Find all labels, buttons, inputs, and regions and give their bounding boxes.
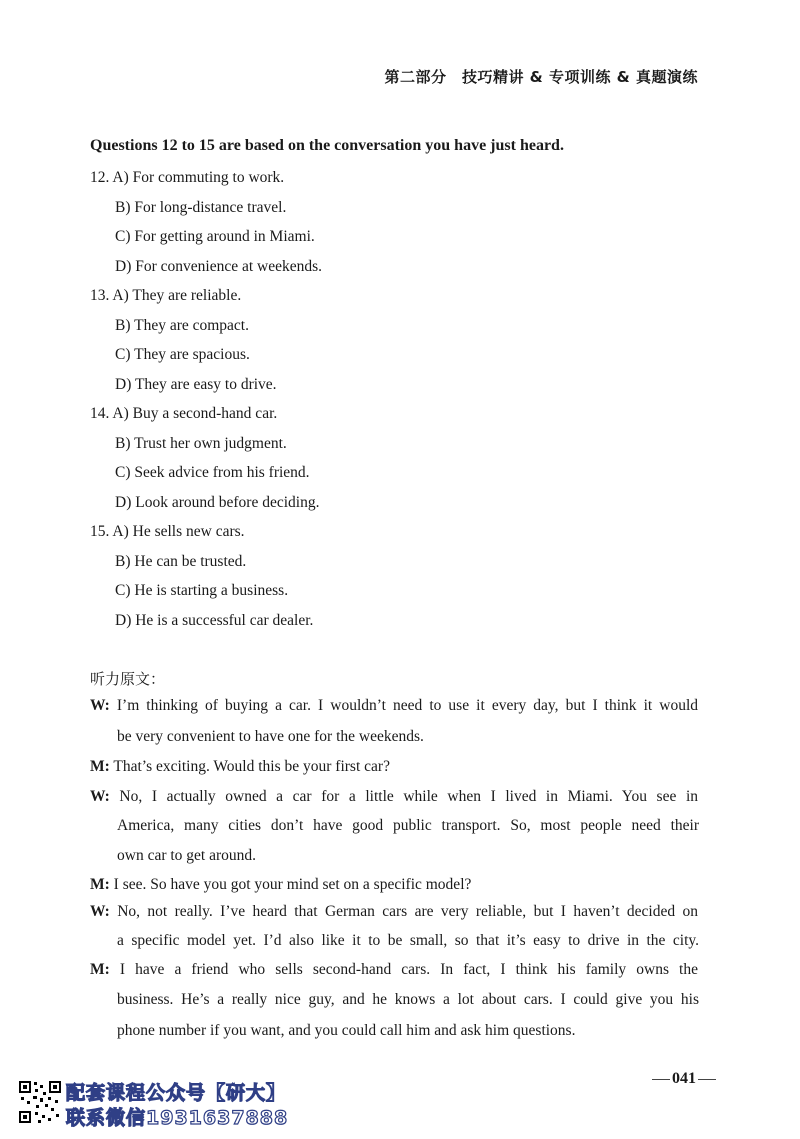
speaker-label: M: (90, 961, 110, 978)
speaker-label: M: (90, 758, 110, 775)
question-12-option-d: D) For convenience at weekends. (115, 258, 323, 275)
question-number: 12. (90, 169, 110, 186)
dialogue-line: be very convenient to have one for the weekends. (117, 728, 424, 745)
question-13-option-a: 13. A) They are reliable. (90, 287, 242, 304)
dialogue-line: own car to get around. (117, 847, 257, 864)
speaker-label: W: (90, 697, 110, 714)
question-13-option-c: C) They are spacious. (115, 346, 250, 363)
question-14-option-b: B) Trust her own judgment. (115, 435, 287, 452)
question-14-option-c: C) Seek advice from his friend. (115, 464, 310, 481)
dialogue-line: W: I’m thinking of buying a car. I wouldn’t need to use it every day, but I think it would (90, 697, 699, 714)
speaker-label: W: (90, 903, 110, 920)
question-15-option-b: B) He can be trusted. (115, 553, 247, 570)
question-13-option-d: D) They are easy to drive. (115, 376, 277, 393)
section-title: Questions 12 to 15 are based on the conversation you have just heard. (90, 137, 564, 154)
question-12-option-c: C) For getting around in Miami. (115, 228, 315, 245)
dialogue-line: M: I have a friend who sells second-hand cars. In fact, I think his family owns the (90, 961, 698, 978)
dialogue-line: phone number if you want, and you could call him and ask him questions. (117, 1022, 576, 1039)
speaker-label: M: (90, 876, 110, 893)
question-12-option-a: 12. A) For commuting to work. (90, 169, 285, 186)
page-number: 041 (650, 1070, 718, 1088)
question-12-option-b: B) For long-distance travel. (115, 199, 287, 216)
ornament-left (652, 1079, 670, 1080)
dialogue-line: M: That’s exciting. Would this be your first car? (90, 758, 390, 775)
question-number: 15. (90, 523, 110, 540)
question-number: 14. (90, 405, 110, 422)
dialogue-line: business. He’s a really nice guy, and he knows a lot about cars. I could give you his (117, 991, 699, 1008)
dialogue-line: W: No, not really. I’ve heard that German cars are very reliable, but I haven’t decided on (90, 903, 698, 920)
promo-line-2: 联系微信1931637888 (66, 1107, 289, 1129)
question-15-option-c: C) He is starting a business. (115, 582, 289, 599)
question-14-option-d: D) Look around before deciding. (115, 494, 320, 511)
promo-line-1: 配套课程公众号【研大】 (66, 1082, 287, 1104)
transcript-title: 听力原文： (90, 670, 166, 688)
qr-code-icon (18, 1080, 62, 1124)
question-15-option-d: D) He is a successful car dealer. (115, 612, 314, 629)
question-15-option-a: 15. A) He sells new cars. (90, 523, 245, 540)
question-13-option-b: B) They are compact. (115, 317, 249, 334)
dialogue-line: M: I see. So have you got your mind set on a specific model? (90, 876, 472, 893)
question-14-option-a: 14. A) Buy a second-hand car. (90, 405, 278, 422)
dialogue-line: America, many cities don’t have good public transport. So, most people need their (117, 817, 699, 834)
question-number: 13. (90, 287, 110, 304)
dialogue-line: a specific model yet. I’d also like it to be small, so that it’s easy to drive in the city. (117, 932, 699, 949)
running-header: 第二部分 技巧精讲 & 专项训练 & 真题演练 (384, 68, 698, 86)
speaker-label: W: (90, 788, 110, 805)
dialogue-line: W: No, I actually owned a car for a little while when I lived in Miami. You see in (90, 788, 699, 805)
ornament-right (698, 1079, 716, 1080)
